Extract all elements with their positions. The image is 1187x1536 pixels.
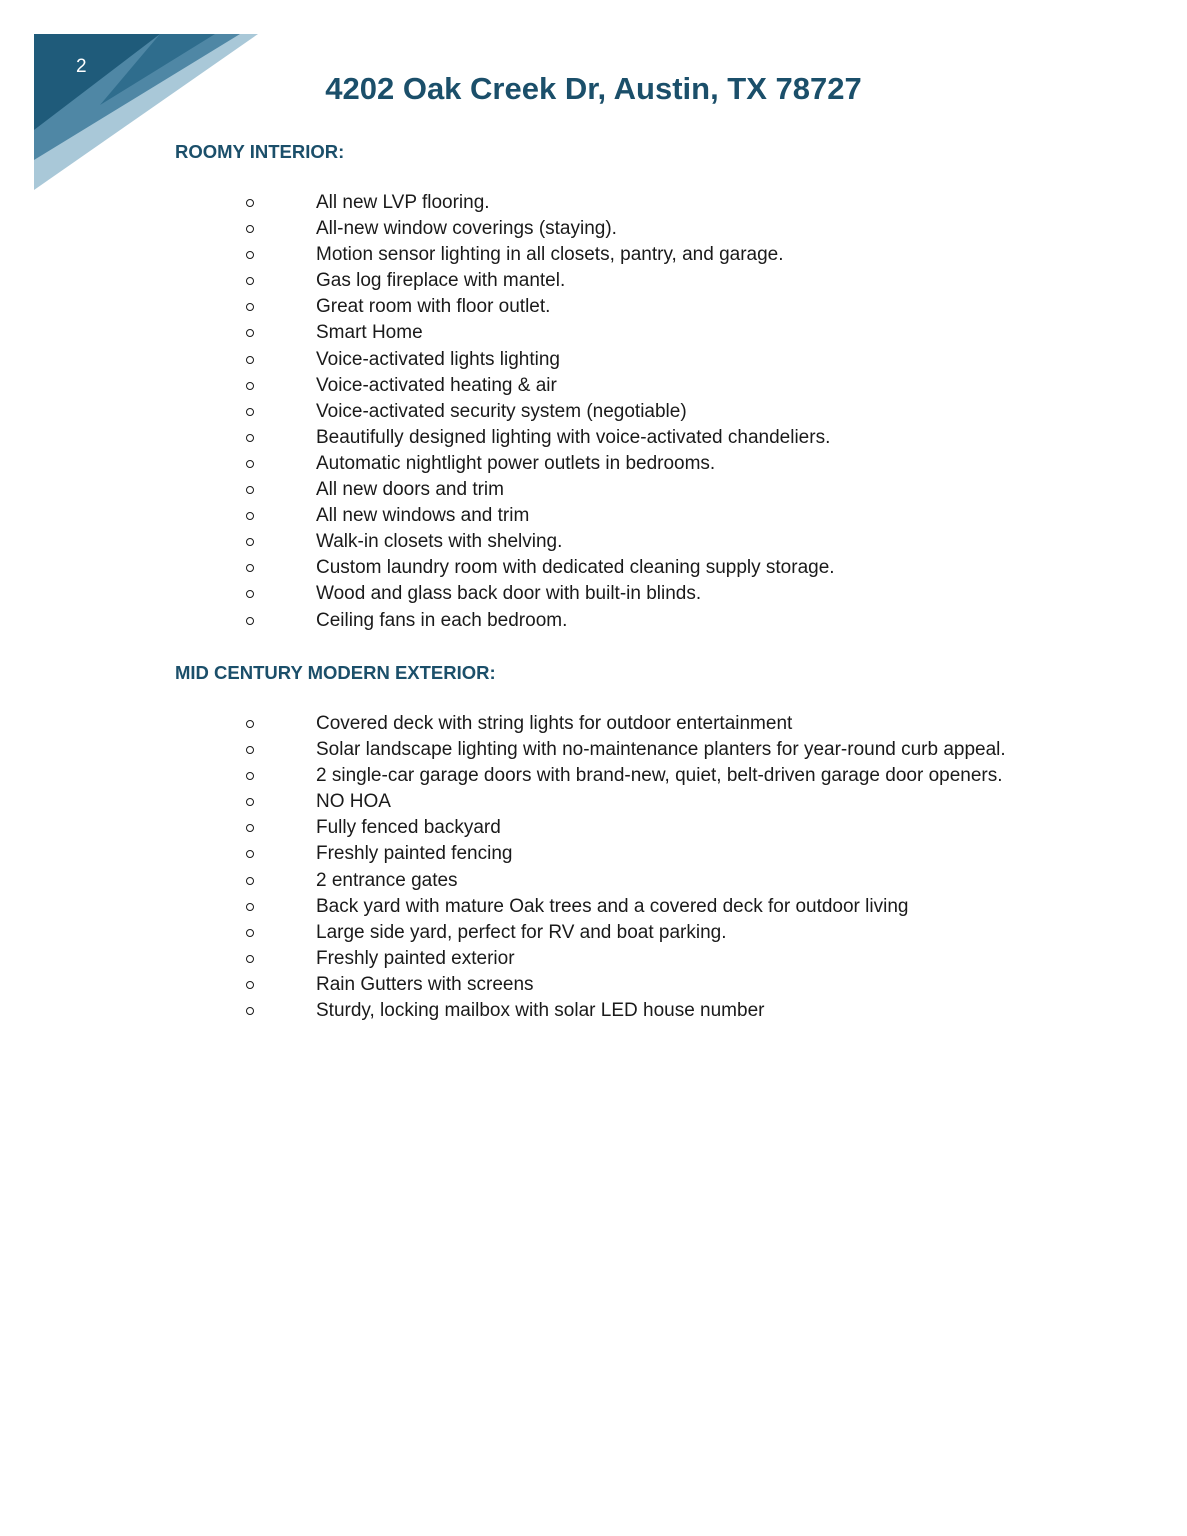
bullet-icon [246,590,254,598]
bullet-icon [246,408,254,416]
list-item [0,373,1187,399]
list-item [0,242,1187,268]
list-item [0,451,1187,477]
list-item-text: Covered deck with string lights for outdoor entertainment [316,713,793,734]
list-item-text: 2 entrance gates [316,869,458,891]
list-item-text: Freshly painted exterior [316,947,515,969]
bullet-icon [246,199,254,207]
bullet-icon [246,1007,254,1015]
bullet-icon [246,772,254,780]
bullet-icon [246,877,254,885]
bullet-icon [246,460,254,468]
page-number: 2 [76,56,87,77]
bullet-icon [246,746,254,754]
list-item-text: All new windows and trim [316,505,530,527]
bullet-icon [246,798,254,806]
page-title [0,71,1187,107]
bullet-icon [246,955,254,963]
list-item-text: Custom laundry room with dedicated cleaning supply storage. [316,557,835,579]
bullet-icon [246,329,254,337]
interior-feature-list [0,190,1187,634]
list-item-text: Back yard with mature Oak trees and a covered deck for outdoor living [316,895,909,917]
list-item-text: Great room with floor outlet. [316,296,551,318]
list-item [0,320,1187,346]
list-item-text: NO HOA [316,791,391,813]
list-item-text: All-new window coverings (staying). [316,218,617,240]
page-title-text: 4202 Oak Creek Dr, Austin, TX 78727 [325,71,862,106]
list-item [0,920,1187,946]
bullet-icon [246,824,254,832]
list-item [0,555,1187,581]
list-item [0,711,1187,737]
list-item-text: All new doors and trim [316,479,504,501]
list-item [0,529,1187,555]
bullet-icon [246,251,254,259]
list-item [0,763,1187,789]
section-heading-exterior: MID CENTURY MODERN EXTERIOR: [175,662,496,683]
list-item [0,190,1187,216]
list-item [0,399,1187,425]
list-item-text: Wood and glass back door with built-in blinds. [316,583,702,605]
bullet-icon [246,434,254,442]
list-item-text: Smart Home [316,322,423,344]
bullet-icon [246,850,254,858]
bullet-icon [246,486,254,494]
list-item-text: Ceiling fans in each bedroom. [316,609,568,631]
list-item-text: Freshly painted fencing [316,843,513,865]
list-item [0,477,1187,503]
bullet-icon [246,720,254,728]
list-item-text: Voice-activated security system (negotiable) [316,400,687,422]
bullet-icon [246,356,254,364]
list-item [0,503,1187,529]
list-item [0,216,1187,242]
list-item [0,737,1187,763]
list-item [0,972,1187,998]
list-item-text: Gas log fireplace with mantel. [316,270,566,292]
bullet-icon [246,512,254,520]
list-item-text: Voice-activated lights lighting [316,348,560,370]
list-item-text: Sturdy, locking mailbox with solar LED house number [316,1000,765,1022]
list-item [0,815,1187,841]
list-item [0,894,1187,920]
bullet-icon [246,903,254,911]
bullet-icon [246,564,254,572]
list-item-text: Fully fenced backyard [316,817,501,839]
list-item [0,268,1187,294]
list-item [0,581,1187,607]
bullet-icon [246,538,254,546]
list-item [0,868,1187,894]
list-item-text: Beautifully designed lighting with voice-activated chandeliers. [316,426,831,448]
list-item-text: Motion sensor lighting in all closets, pantry, and garage. [316,244,784,266]
list-item [0,608,1187,634]
exterior-feature-list [0,711,1187,1024]
list-item-text: 2 single-car garage doors with brand-new, quiet, belt-driven garage door openers. [316,765,1003,787]
section-heading-interior: ROOMY INTERIOR: [175,141,345,162]
list-item [0,789,1187,815]
list-item [0,946,1187,972]
bullet-icon [246,277,254,285]
list-item [0,294,1187,320]
list-item-text: All new LVP flooring. [316,192,490,213]
list-item-text: Voice-activated heating & air [316,374,557,396]
list-item [0,425,1187,451]
bullet-icon [246,303,254,311]
bullet-icon [246,382,254,390]
bullet-icon [246,225,254,233]
list-item [0,841,1187,867]
list-item-text: Solar landscape lighting with no-maintenance planters for year-round curb appeal. [316,739,1006,761]
list-item-text: Large side yard, perfect for RV and boat parking. [316,921,727,943]
list-item [0,998,1187,1024]
list-item-text: Automatic nightlight power outlets in bedrooms. [316,452,716,474]
list-item-text: Rain Gutters with screens [316,973,534,995]
list-item-text: Walk-in closets with shelving. [316,531,563,553]
list-item [0,347,1187,373]
bullet-icon [246,929,254,937]
bullet-icon [246,981,254,989]
bullet-icon [246,617,254,625]
